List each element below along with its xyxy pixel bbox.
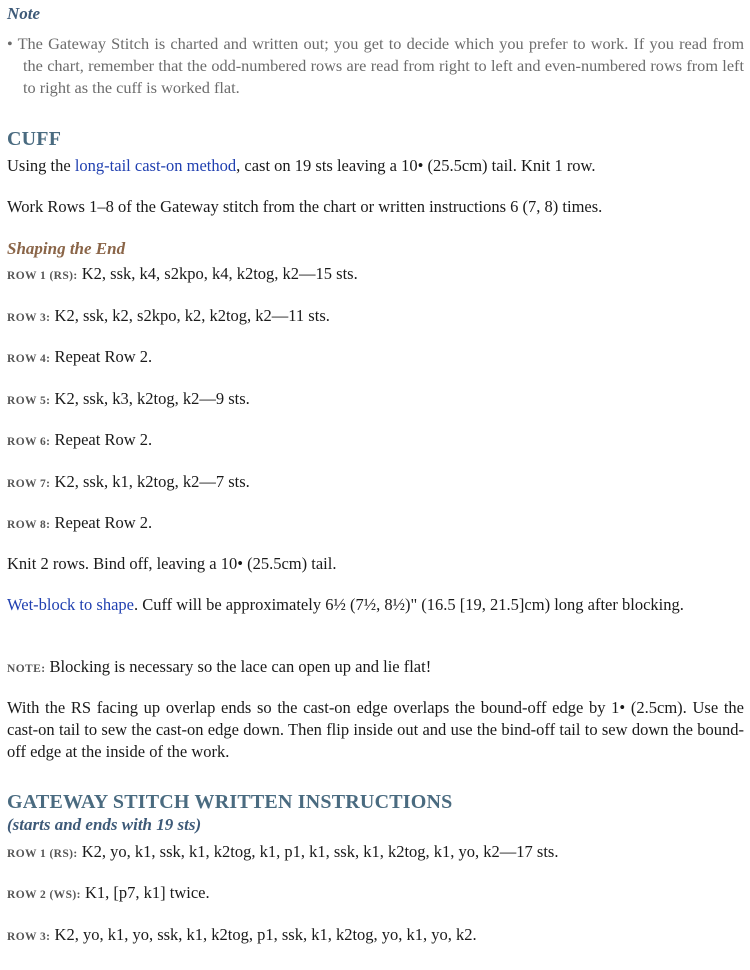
- row-label: ROW 4:: [7, 353, 51, 365]
- note-heading: Note: [7, 4, 41, 23]
- note-text: • The Gateway Stitch is charted and written out; you get to decide which you prefer to work. If you read from the chart, remember that the odd-numbered rows are read from right to left and even-numbered rows from left to right as the cuff is worked flat.: [7, 34, 744, 97]
- row-label: ROW 6:: [7, 436, 51, 448]
- gateway-subheading: (starts and ends with 19 sts): [7, 815, 202, 834]
- knit-rows-text: Knit 2 rows. Bind off, leaving a 10• (25.5cm) tail.: [7, 554, 337, 573]
- gateway-row: [7, 882, 744, 906]
- row-label: ROW 2 (WS):: [7, 889, 81, 901]
- note-label: NOTE:: [7, 663, 46, 675]
- row-text: K2, ssk, k4, s2kpo, k4, k2tog, k2—15 sts.: [81, 264, 358, 283]
- gateway-row: [7, 924, 744, 948]
- row-label: ROW 8:: [7, 519, 51, 531]
- row-label: ROW 1 (RS):: [7, 848, 78, 860]
- cuff-intro-after: , cast on 19 sts leaving a 10• (25.5cm) tail. Knit 1 row.: [236, 156, 596, 175]
- cuff-heading: CUFF: [7, 128, 62, 150]
- wet-block-link[interactable]: Wet-block to shape: [7, 595, 134, 614]
- row-text: K2, yo, k1, ssk, k1, k2tog, k1, p1, k1, ssk, k1, k2tog, k1, yo, k2—17 sts.: [81, 842, 559, 861]
- row-label: ROW 1 (RS):: [7, 270, 78, 282]
- row-text: K2, ssk, k3, k2tog, k2—9 sts.: [54, 389, 250, 408]
- gateway-row: [7, 841, 744, 865]
- row-text: Repeat Row 2.: [54, 430, 153, 449]
- work-rows-text: Work Rows 1–8 of the Gateway stitch from the chart or written instructions 6 (7, 8) times.: [7, 197, 603, 216]
- wet-block-paragraph: [7, 594, 744, 616]
- row-text: K1, [p7, k1] twice.: [84, 883, 210, 902]
- long-tail-cast-on-link[interactable]: long-tail cast-on method: [74, 156, 237, 175]
- blocking-note: [7, 656, 744, 680]
- row-label: ROW 7:: [7, 478, 51, 490]
- shaping-row: [7, 471, 744, 495]
- row-label: ROW 3:: [7, 312, 51, 324]
- row-text: Repeat Row 2.: [54, 347, 153, 366]
- shaping-row: [7, 512, 744, 536]
- shaping-row: [7, 388, 744, 412]
- shaping-row: [7, 429, 744, 453]
- row-text: K2, ssk, k1, k2tog, k2—7 sts.: [54, 472, 250, 491]
- row-label: ROW 3:: [7, 931, 51, 943]
- row-text: K2, yo, k1, yo, ssk, k1, k2tog, p1, ssk, k1, k2tog, yo, k1, yo, k2.: [54, 925, 477, 944]
- note-label-text: Blocking is necessary so the lace can open up and lie flat!: [49, 657, 432, 676]
- row-text: K2, ssk, k2, s2kpo, k2, k2tog, k2—11 sts.: [54, 306, 330, 325]
- shaping-row: [7, 305, 744, 329]
- cuff-intro-before: Using the: [7, 156, 75, 175]
- cuff-intro: [7, 155, 744, 177]
- shaping-row: [7, 346, 744, 370]
- row-text: Repeat Row 2.: [54, 513, 153, 532]
- shaping-heading: Shaping the End: [7, 239, 126, 258]
- finishing-paragraph: With the RS facing up overlap ends so the cast-on edge overlaps the bound-off edge by 1• (2.5cm). Use the cast-on tail to sew the cast-on edge down. Then flip inside out and use the bind-off tail to sew down the bound-off edge at the inside of the work.: [7, 698, 744, 761]
- shaping-row: [7, 263, 744, 287]
- row-label: ROW 5:: [7, 395, 51, 407]
- wet-block-text: . Cuff will be approximately 6½ (7½, 8½)" (16.5 [19, 21.5]cm) long after blocking.: [133, 595, 684, 614]
- gateway-heading: GATEWAY STITCH WRITTEN INSTRUCTIONS: [7, 791, 453, 813]
